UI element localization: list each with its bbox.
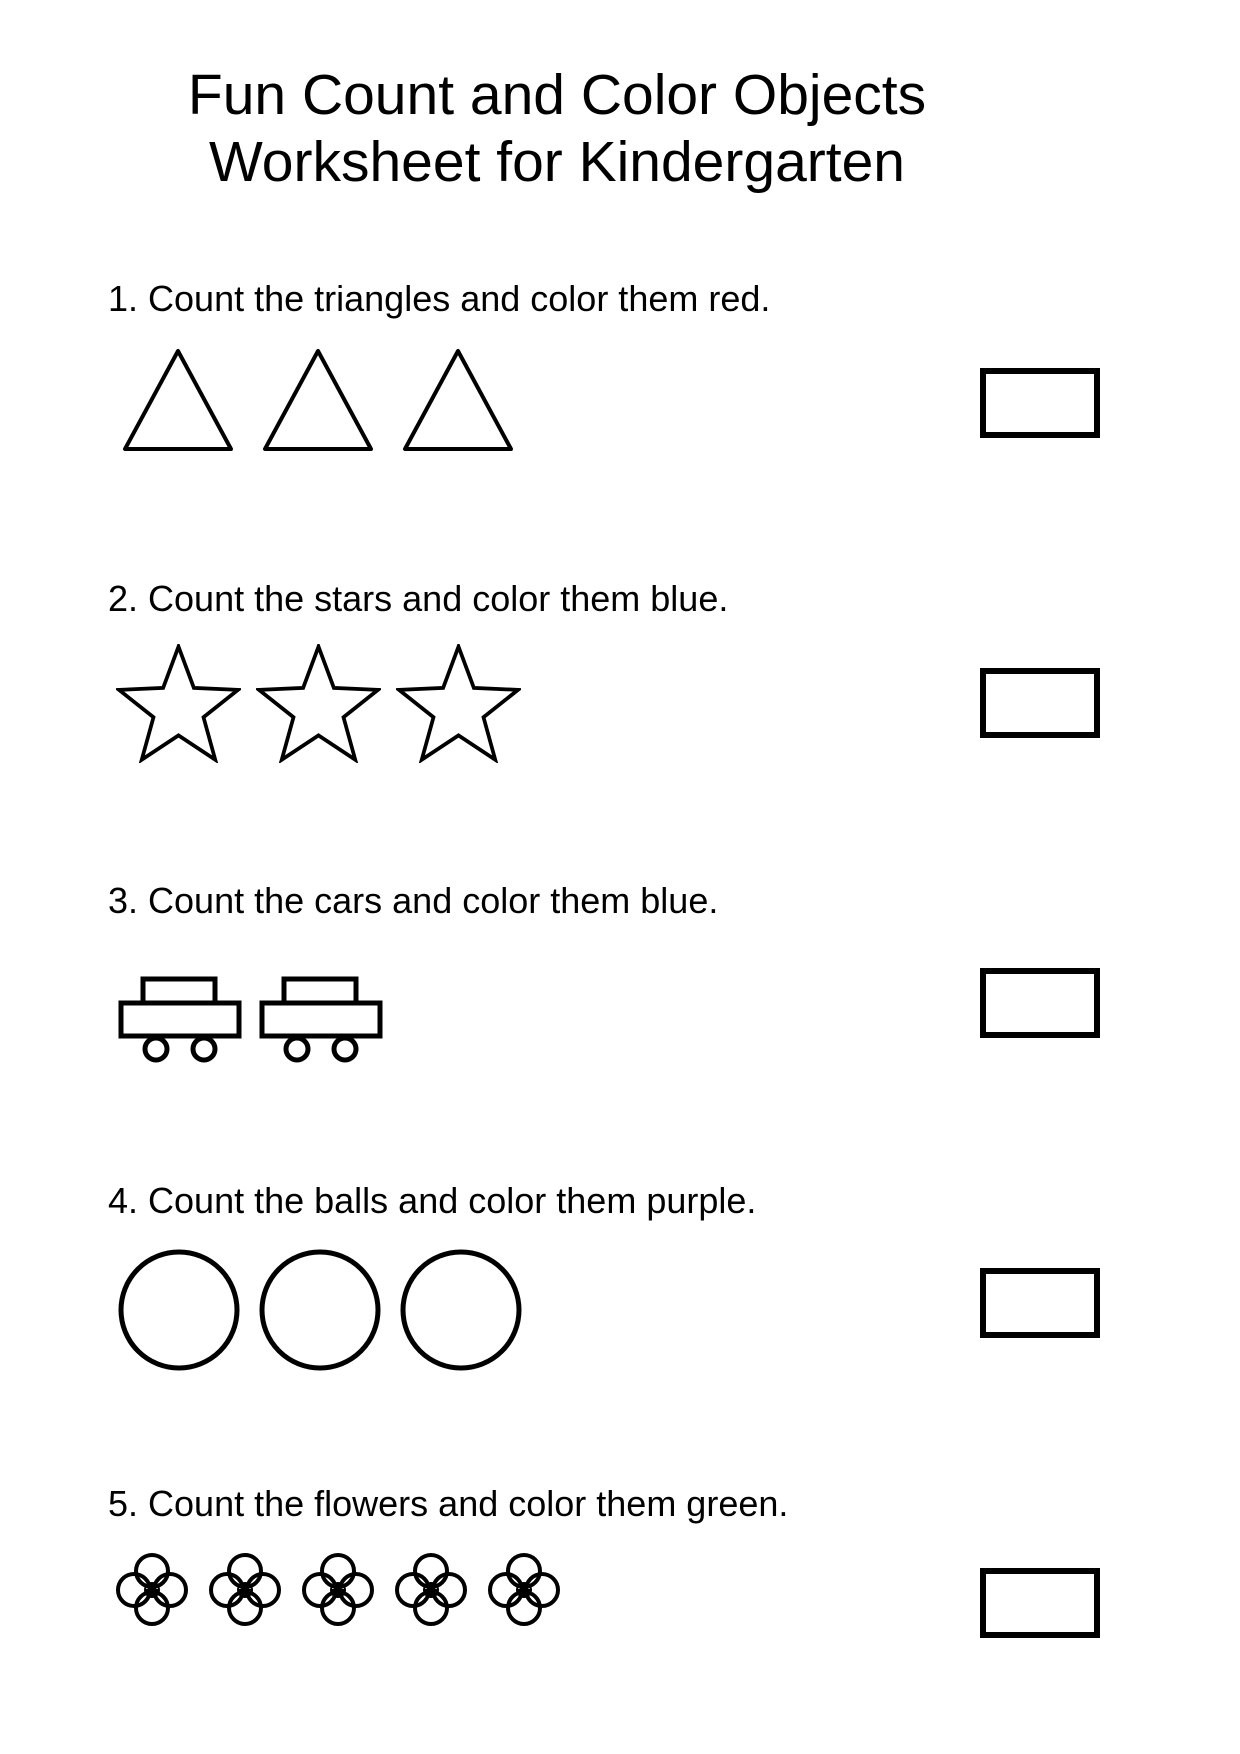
worksheet-title-line1: Fun Count and Color Objects bbox=[187, 63, 927, 127]
question-1-text: 1. Count the triangles and color them red. bbox=[108, 278, 771, 319]
flower-shape-1 bbox=[116, 1550, 188, 1628]
triangle-shape-3 bbox=[400, 346, 516, 454]
car-shape-2 bbox=[259, 976, 385, 1064]
question-2-text: 2. Count the stars and color them blue. bbox=[108, 578, 729, 619]
question-3-text: 3. Count the cars and color them blue. bbox=[108, 880, 719, 921]
triangle-shape-1 bbox=[120, 346, 236, 454]
star-shape-2 bbox=[256, 644, 381, 763]
worksheet-title-line2: Worksheet for Kindergarten bbox=[209, 130, 905, 194]
question-4-text: 4. Count the balls and color them purple. bbox=[108, 1180, 757, 1221]
answer-box-4[interactable] bbox=[980, 1268, 1100, 1338]
ball-shape-2 bbox=[259, 1249, 381, 1371]
question-4-shapes bbox=[118, 1249, 522, 1371]
answer-box-5[interactable] bbox=[980, 1568, 1100, 1638]
question-2-shapes bbox=[116, 644, 521, 763]
worksheet-title bbox=[0, 62, 1114, 196]
ball-shape-3 bbox=[400, 1249, 522, 1371]
answer-box-1[interactable] bbox=[980, 368, 1100, 438]
answer-box-2[interactable] bbox=[980, 668, 1100, 738]
star-shape-1 bbox=[116, 644, 241, 763]
flower-shape-2 bbox=[209, 1550, 281, 1628]
flower-shape-3 bbox=[302, 1550, 374, 1628]
question-5-shapes bbox=[116, 1550, 560, 1628]
flower-shape-4 bbox=[395, 1550, 467, 1628]
ball-shape-1 bbox=[118, 1249, 240, 1371]
answer-box-3[interactable] bbox=[980, 968, 1100, 1038]
question-1-shapes bbox=[120, 346, 516, 454]
triangle-shape-2 bbox=[260, 346, 376, 454]
star-shape-3 bbox=[396, 644, 521, 763]
car-shape-1 bbox=[118, 976, 244, 1064]
flower-shape-5 bbox=[488, 1550, 560, 1628]
question-3-shapes bbox=[118, 976, 385, 1064]
question-5-text: 5. Count the flowers and color them green. bbox=[108, 1483, 789, 1524]
